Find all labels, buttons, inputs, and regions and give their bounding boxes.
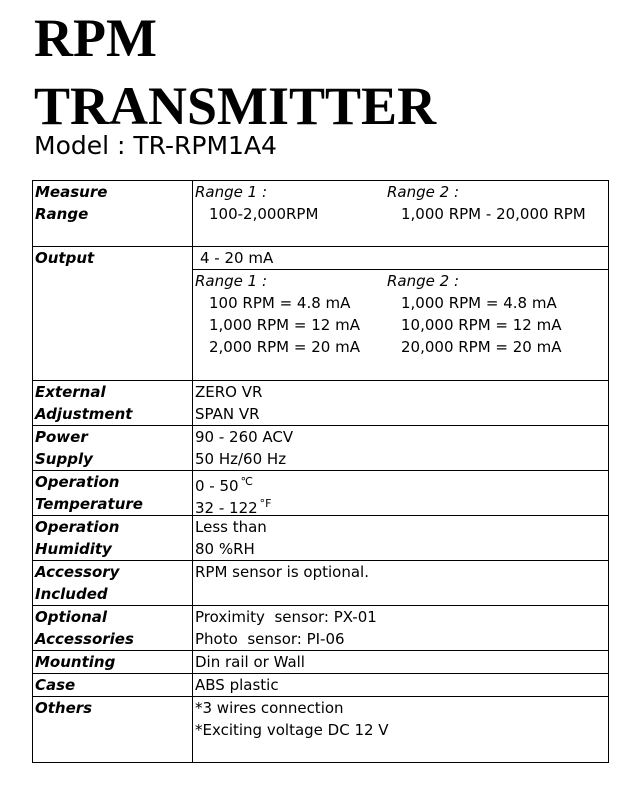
spec-table [32, 180, 609, 763]
value-line [195, 471, 608, 493]
range1-point: 1,000 RPM = 12 mA [209, 316, 360, 334]
model-number: Model : TR-RPM1A4 [34, 131, 277, 160]
label-line: Included [35, 585, 108, 603]
row-label [33, 697, 193, 763]
value-line: *3 wires connection [195, 699, 344, 717]
range2-value: 1,000 RPM - 20,000 RPM [401, 205, 586, 223]
row-value [193, 516, 609, 561]
row-value [193, 181, 609, 247]
label-line: Measure [35, 183, 108, 201]
row-label [33, 651, 193, 674]
row-value [193, 426, 609, 471]
label-line: Power [35, 428, 88, 446]
range1-value: 100-2,000RPM [209, 205, 319, 223]
fahrenheit-unit: °F [259, 497, 272, 510]
range2-point: 10,000 RPM = 12 mA [401, 316, 562, 334]
range1-heading: Range 1 : [195, 183, 268, 201]
label-line: Output [35, 249, 95, 267]
label-line: Others [35, 699, 93, 717]
row-label [33, 426, 193, 471]
row-value [193, 674, 609, 697]
row-value [193, 471, 609, 516]
row-value [193, 561, 609, 606]
value-line: ZERO VR [195, 383, 263, 401]
row-value [193, 606, 609, 651]
value-line: *Exciting voltage DC 12 V [195, 721, 389, 739]
row-label [33, 181, 193, 247]
label-line: Accessory [35, 563, 120, 581]
value-line: Proximity sensor: PX-01 [195, 608, 377, 626]
label-line: Range [35, 205, 89, 223]
value-line: 90 - 260 ACV [195, 428, 294, 446]
table-row-operation-temperature [33, 471, 609, 516]
table-row-operation-humidity [33, 516, 609, 561]
row-label [33, 674, 193, 697]
output-signal-cell [193, 247, 608, 270]
label-line: Case [35, 676, 76, 694]
value-line: RPM sensor is optional. [195, 563, 369, 581]
row-label [33, 561, 193, 606]
range2-heading: Range 2 : [387, 183, 460, 201]
label-line: External [35, 383, 106, 401]
table-row-case [33, 674, 609, 697]
value-line: Photo sensor: PI-06 [195, 630, 345, 648]
row-value [193, 381, 609, 426]
temp-fahrenheit-value: 32 - 122 [195, 499, 258, 517]
temp-celsius-value: 0 - 50 [195, 477, 239, 495]
range2-heading: Range 2 : [387, 272, 460, 290]
label-line: Operation [35, 518, 120, 536]
range1-heading: Range 1 : [195, 272, 268, 290]
value-line: Din rail or Wall [195, 653, 305, 671]
table-row-output [33, 247, 609, 381]
title-line-2: TRANSMITTER [34, 76, 437, 136]
row-label [33, 471, 193, 516]
range1-point: 2,000 RPM = 20 mA [209, 338, 360, 356]
table-row-power-supply [33, 426, 609, 471]
row-label [33, 606, 193, 651]
title-line-1: RPM [34, 8, 157, 68]
label-line: Temperature [35, 495, 143, 513]
row-value [193, 651, 609, 674]
value-line: 50 Hz/60 Hz [195, 450, 287, 468]
label-line: Humidity [35, 540, 112, 558]
value-line: ABS plastic [195, 676, 279, 694]
row-value [193, 247, 609, 381]
table-row-external-adjustment [33, 381, 609, 426]
row-value [193, 697, 609, 763]
value-line: Less than [195, 518, 267, 536]
row-label [33, 516, 193, 561]
label-line: Accessories [35, 630, 134, 648]
label-line: Supply [35, 450, 93, 468]
label-line: Operation [35, 473, 120, 491]
range1-point: 100 RPM = 4.8 mA [209, 294, 351, 312]
table-row-mounting [33, 651, 609, 674]
range2-point: 20,000 RPM = 20 mA [401, 338, 562, 356]
table-row-measure-range [33, 181, 609, 247]
table-row-others [33, 697, 609, 763]
celsius-unit: ℃ [240, 475, 253, 488]
value-line [195, 493, 608, 515]
row-label [33, 247, 193, 381]
label-line: Optional [35, 608, 108, 626]
value-line: 80 %RH [195, 540, 255, 558]
table-row-optional-accessories [33, 606, 609, 651]
label-line: Mounting [35, 653, 116, 671]
table-row-accessory-included [33, 561, 609, 606]
range2-point: 1,000 RPM = 4.8 mA [401, 294, 557, 312]
value-line: SPAN VR [195, 405, 260, 423]
label-line: Adjustment [35, 405, 133, 423]
row-label [33, 381, 193, 426]
output-signal: 4 - 20 mA [200, 249, 274, 267]
